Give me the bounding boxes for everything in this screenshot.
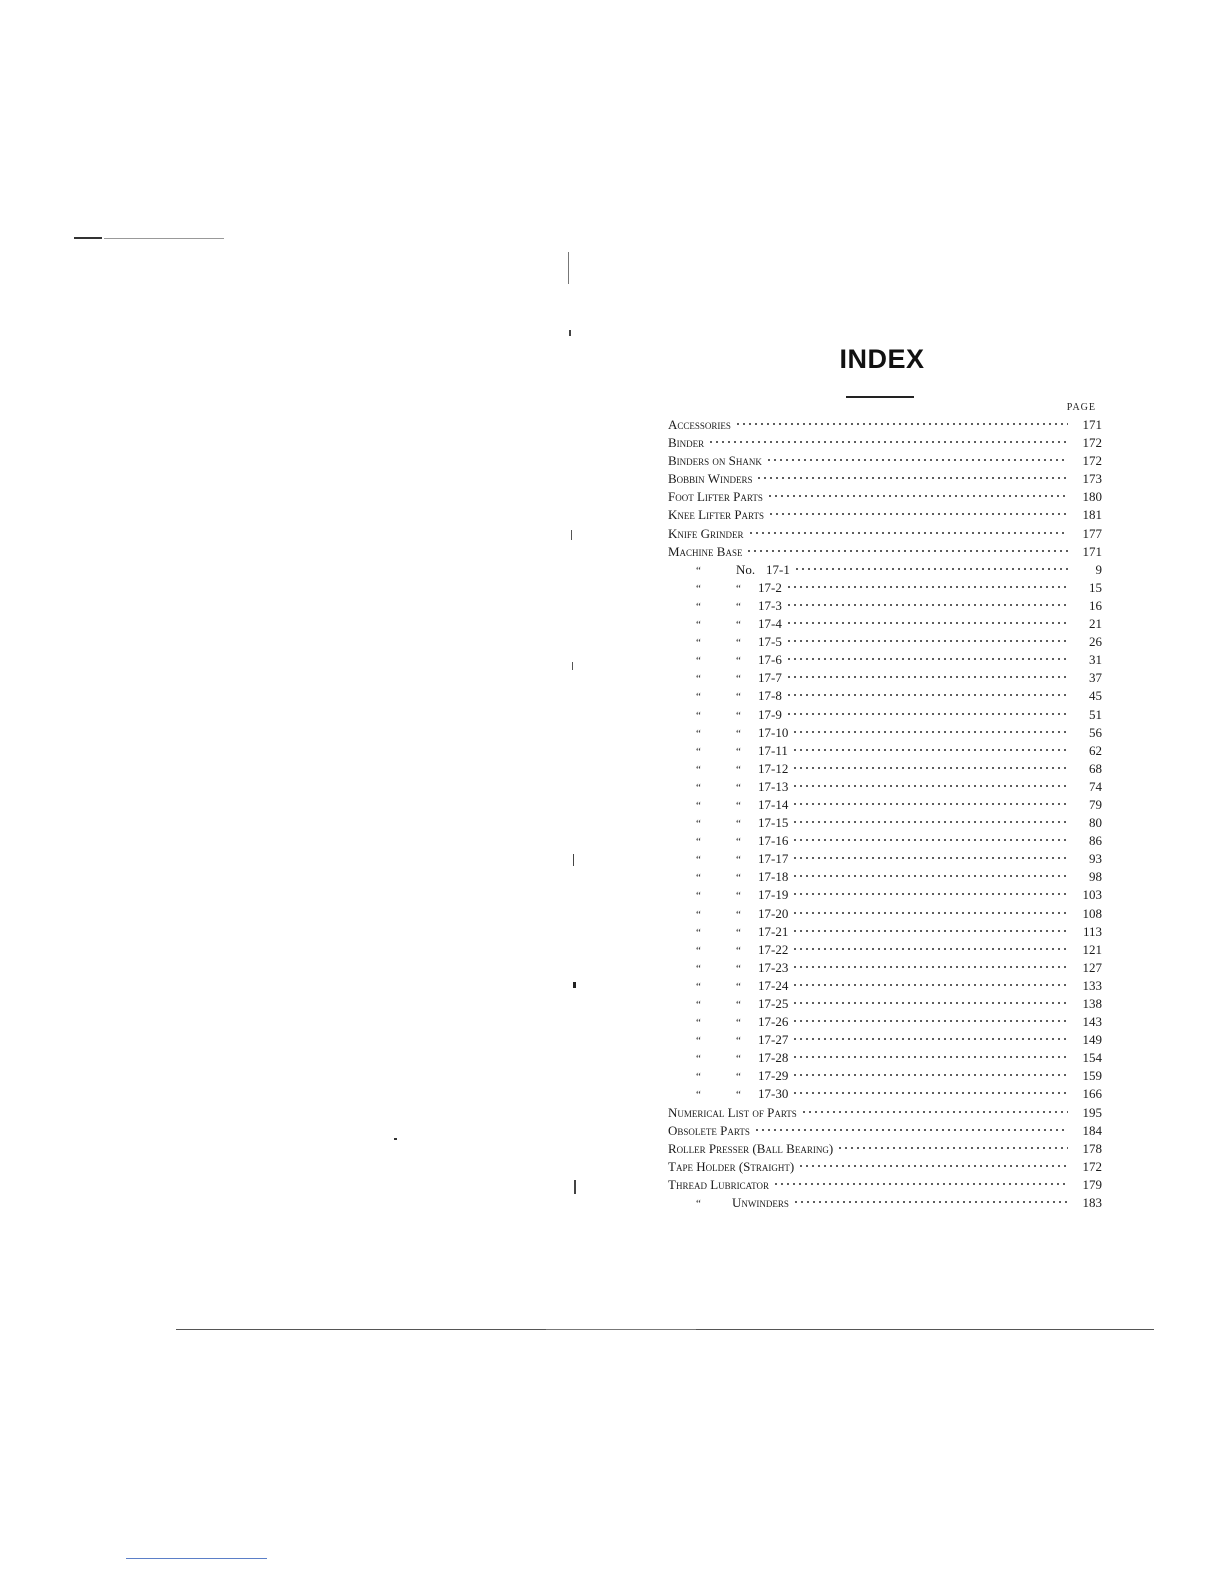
entry-page: 171 [1082, 417, 1102, 432]
entry-label: Binder [668, 435, 705, 451]
entry-page: 98 [1089, 869, 1102, 885]
index-entry [668, 416, 1102, 434]
ditto-mark: “ [696, 872, 701, 885]
ditto-mark: “ [736, 799, 741, 812]
entry-label: Binders on Shank [668, 453, 762, 469]
entry-page: 183 [1082, 1195, 1102, 1211]
ditto-mark: “ [696, 836, 701, 849]
model-entry [668, 597, 1102, 615]
entry-page: 133 [1082, 977, 1102, 993]
ditto-mark: “ [696, 655, 701, 668]
model-entry [668, 742, 1102, 760]
dot-leader [792, 838, 1068, 842]
index-entry [668, 1140, 1102, 1158]
ditto-mark: “ [736, 763, 741, 776]
ditto-mark: “ [736, 872, 741, 885]
model-number: 17-15 [758, 815, 789, 831]
model-entry [668, 868, 1102, 886]
model-entry [668, 760, 1102, 778]
dot-leader [766, 458, 1068, 462]
ditto-mark: “ [696, 727, 701, 740]
scan-artifact [104, 238, 224, 239]
scan-artifact [569, 330, 571, 336]
dot-leader [767, 494, 1068, 498]
entry-label: Foot Lifter Parts [668, 489, 763, 505]
ditto-mark: “ [696, 908, 701, 921]
index-entry [668, 434, 1102, 452]
model-number: 17-19 [758, 887, 789, 903]
ditto-mark: “ [736, 854, 741, 867]
ditto-mark: “ [696, 890, 701, 903]
dot-leader [792, 730, 1068, 734]
model-entry [668, 1049, 1102, 1067]
index-entry [668, 543, 1102, 561]
entry-page: 184 [1082, 1122, 1102, 1138]
model-number: 17-17 [758, 851, 789, 867]
entry-page: 166 [1082, 1086, 1102, 1102]
ditto-mark: “ [736, 926, 741, 939]
dot-leader [708, 440, 1068, 444]
entry-page: 159 [1082, 1068, 1102, 1084]
model-entry [668, 995, 1102, 1013]
ditto-mark: “ [736, 709, 741, 722]
model-entry [668, 850, 1102, 868]
entry-label: Obsolete Parts [668, 1122, 750, 1138]
dot-leader [792, 983, 1068, 987]
model-entry [668, 832, 1102, 850]
ditto-mark: “ [696, 600, 701, 613]
dot-leader [792, 802, 1068, 806]
dot-leader [786, 621, 1068, 625]
page-column-header: PAGE [1066, 402, 1096, 413]
model-number: 17-16 [758, 833, 789, 849]
dot-leader [786, 693, 1068, 697]
index-entry [668, 1158, 1102, 1176]
ditto-mark: “ [736, 1017, 741, 1030]
ditto-mark: “ [696, 962, 701, 975]
dot-leader [756, 476, 1068, 480]
dot-leader [792, 784, 1068, 788]
dot-leader [786, 603, 1068, 607]
blue-rule [126, 1558, 267, 1559]
model-number: 17-27 [758, 1032, 789, 1048]
index-entry [668, 488, 1102, 506]
dot-leader [786, 657, 1068, 661]
model-number: 17-2 [758, 579, 782, 595]
dot-leader [792, 1019, 1068, 1023]
dot-leader [773, 1182, 1068, 1186]
ditto-mark: “ [736, 600, 741, 613]
entry-label: Tape Holder (Straight) [668, 1158, 795, 1174]
model-entry [668, 724, 1102, 742]
ditto-mark: “ [696, 926, 701, 939]
model-entry [668, 814, 1102, 832]
entry-page: 56 [1089, 724, 1102, 740]
dot-leader [793, 1200, 1068, 1204]
entry-page: 21 [1089, 616, 1102, 632]
index-entry [668, 1194, 1102, 1212]
entry-page: 181 [1082, 507, 1102, 523]
page-edge-rule [696, 1329, 1154, 1330]
model-entry [668, 1031, 1102, 1049]
model-number: 17-1 [766, 561, 790, 577]
dot-leader [792, 1055, 1068, 1059]
ditto-mark: “ [736, 582, 741, 595]
ditto-mark: “ [696, 944, 701, 957]
model-entry [668, 687, 1102, 705]
model-number: 17-8 [758, 688, 782, 704]
entry-page: 9 [1095, 561, 1102, 577]
model-number: 17-4 [758, 616, 782, 632]
dot-leader [786, 585, 1068, 589]
dot-leader [801, 1110, 1068, 1114]
model-entry [668, 633, 1102, 651]
entry-label: Knife Grinder [668, 525, 744, 541]
model-number: 17-5 [758, 634, 782, 650]
dot-leader [792, 874, 1068, 878]
index-list [668, 416, 1102, 1212]
entry-label: Machine Base [668, 543, 743, 559]
model-entry [668, 706, 1102, 724]
model-entry [668, 651, 1102, 669]
scan-artifact [572, 662, 573, 670]
model-number: 17-23 [758, 959, 789, 975]
entry-label: Knee Lifter Parts [668, 507, 765, 523]
model-entry [668, 561, 1102, 579]
scan-artifact [394, 1138, 397, 1140]
model-entry [668, 959, 1102, 977]
entry-page: 172 [1082, 1158, 1102, 1174]
dot-leader [786, 639, 1068, 643]
dot-leader [792, 766, 1068, 770]
ditto-mark: “ [696, 799, 701, 812]
ditto-mark: “ [696, 818, 701, 831]
ditto-mark: “ [736, 890, 741, 903]
ditto-mark: “ [696, 637, 701, 650]
index-entry [668, 470, 1102, 488]
dot-leader [792, 947, 1068, 951]
model-number: 17-11 [758, 742, 788, 758]
ditto-mark: “ [696, 745, 701, 758]
model-number: 17-26 [758, 1014, 789, 1030]
model-entry [668, 1085, 1102, 1103]
dot-leader [754, 1128, 1068, 1132]
entry-label: Thread Lubricator [668, 1176, 769, 1192]
model-entry [668, 1067, 1102, 1085]
model-entry [668, 1013, 1102, 1031]
ditto-mark: “ [696, 1035, 701, 1048]
ditto-mark: “ [696, 1071, 701, 1084]
model-number: 17-13 [758, 778, 789, 794]
entry-page: 31 [1089, 652, 1102, 668]
index-entry [668, 1176, 1102, 1194]
ditto-mark: “ [696, 1089, 701, 1102]
ditto-mark: “ [696, 781, 701, 794]
model-number: 17-29 [758, 1068, 789, 1084]
entry-label: Bobbin Winders [668, 471, 753, 487]
ditto-mark: “ [696, 980, 701, 993]
dot-leader [794, 567, 1068, 571]
dot-leader [792, 1091, 1068, 1095]
entry-label: Roller Presser (Ball Bearing) [668, 1140, 834, 1156]
model-number: 17-18 [758, 869, 789, 885]
ditto-mark: “ [736, 655, 741, 668]
ditto-mark: “ [696, 999, 701, 1011]
ditto-mark: “ [736, 1035, 741, 1048]
entry-page: 149 [1082, 1032, 1102, 1048]
model-number: 17-7 [758, 670, 782, 686]
entry-page: 127 [1082, 959, 1102, 975]
entry-page: 180 [1082, 489, 1102, 505]
ditto-mark: “ [736, 781, 741, 794]
model-number: 17-6 [758, 652, 782, 668]
entry-page: 108 [1082, 905, 1102, 921]
entry-page: 79 [1089, 796, 1102, 812]
ditto-mark: “ [736, 908, 741, 921]
entry-page: 138 [1082, 996, 1102, 1011]
entry-label: Accessories [668, 417, 731, 432]
dot-leader [768, 512, 1068, 516]
scan-artifact [74, 237, 102, 239]
index-entry [668, 452, 1102, 470]
dot-leader [792, 820, 1068, 824]
entry-page: 86 [1089, 833, 1102, 849]
ditto-mark: “ [696, 709, 701, 722]
ditto-mark: “ [736, 1089, 741, 1102]
ditto-mark: “ [696, 691, 701, 704]
model-entry [668, 796, 1102, 814]
page-edge-rule [176, 1329, 546, 1330]
entry-label: Numerical List of Parts [668, 1104, 797, 1120]
ditto-mark: “ [696, 582, 701, 595]
dot-leader [792, 1073, 1068, 1077]
ditto-mark: “ [696, 1017, 701, 1030]
ditto-mark: “ [736, 673, 741, 686]
page-title: INDEX [839, 344, 925, 374]
dot-leader [792, 1001, 1068, 1005]
ditto-mark: “ [696, 673, 701, 686]
entry-label: Unwinders [732, 1195, 789, 1211]
scan-artifact [573, 854, 574, 866]
ditto-mark: “ [696, 619, 701, 632]
dot-leader [746, 549, 1068, 553]
ditto-mark: “ [736, 727, 741, 740]
model-number: 17-3 [758, 597, 782, 613]
ditto-mark: “ [736, 637, 741, 650]
model-entry [668, 905, 1102, 923]
model-number: 17-10 [758, 724, 789, 740]
entry-page: 171 [1082, 543, 1102, 559]
model-number: 17-21 [758, 923, 789, 939]
model-entry [668, 923, 1102, 941]
ditto-mark: “ [696, 1198, 701, 1211]
entry-page: 37 [1089, 670, 1102, 686]
model-number: 17-25 [758, 996, 789, 1011]
page-edge-rule [546, 1329, 696, 1330]
entry-page: 143 [1082, 1014, 1102, 1030]
entry-page: 172 [1082, 453, 1102, 469]
ditto-mark: “ [696, 763, 701, 776]
entry-page: 195 [1082, 1104, 1102, 1120]
ditto-mark: “ [736, 999, 741, 1011]
scan-artifact [568, 252, 569, 284]
index-entry [668, 1122, 1102, 1140]
ditto-mark: “ [736, 836, 741, 849]
ditto-mark: “ [736, 745, 741, 758]
dot-leader [792, 965, 1068, 969]
model-entry [668, 669, 1102, 687]
entry-page: 62 [1089, 742, 1102, 758]
entry-page: 178 [1082, 1140, 1102, 1156]
model-entry [668, 977, 1102, 995]
model-entry [668, 615, 1102, 633]
scan-artifact [571, 530, 572, 540]
entry-page: 80 [1089, 815, 1102, 831]
entry-page: 113 [1082, 923, 1102, 939]
title-rule [846, 396, 914, 398]
dot-leader [798, 1164, 1068, 1168]
entry-page: 26 [1089, 634, 1102, 650]
entry-page: 45 [1089, 688, 1102, 704]
ditto-mark: “ [736, 1071, 741, 1084]
ditto-mark: “ [736, 1053, 741, 1066]
index-entry [668, 506, 1102, 524]
model-number: 17-14 [758, 796, 789, 812]
entry-page: 177 [1082, 525, 1102, 541]
model-number: 17-28 [758, 1050, 789, 1066]
entry-page: 179 [1082, 1176, 1102, 1192]
entry-page: 121 [1082, 941, 1102, 957]
ditto-mark: “ [736, 962, 741, 975]
dot-leader [735, 422, 1068, 426]
model-entry [668, 941, 1102, 959]
dot-leader [792, 911, 1068, 915]
entry-page: 15 [1089, 579, 1102, 595]
dot-leader [748, 531, 1068, 535]
ditto-mark: “ [736, 980, 741, 993]
entry-page: 93 [1089, 851, 1102, 867]
dot-leader [792, 856, 1068, 860]
ditto-mark: “ [736, 619, 741, 632]
entry-page: 154 [1082, 1050, 1102, 1066]
model-number: 17-12 [758, 760, 789, 776]
ditto-mark: “ [736, 691, 741, 704]
model-entry [668, 778, 1102, 796]
ditto-mark: “ [736, 944, 741, 957]
entry-page: 68 [1089, 760, 1102, 776]
model-number: 17-24 [758, 977, 789, 993]
entry-page: 74 [1089, 778, 1102, 794]
ditto-mark: “ [736, 818, 741, 831]
index-entry [668, 525, 1102, 543]
model-entry [668, 886, 1102, 904]
model-entry [668, 579, 1102, 597]
scan-artifact [574, 1180, 576, 1194]
ditto-mark: “ [696, 854, 701, 867]
dot-leader [786, 712, 1068, 716]
entry-page: 173 [1082, 471, 1102, 487]
model-prefix: No. [736, 561, 756, 577]
dot-leader [792, 1037, 1068, 1041]
dot-leader [792, 748, 1068, 752]
dot-leader [786, 675, 1068, 679]
index-entry [668, 1104, 1102, 1122]
entry-page: 103 [1082, 887, 1102, 903]
model-number: 17-9 [758, 706, 782, 722]
model-number: 17-30 [758, 1086, 789, 1102]
model-number: 17-20 [758, 905, 789, 921]
scan-artifact [573, 982, 576, 988]
ditto-mark: “ [696, 564, 701, 577]
ditto-mark: “ [696, 1053, 701, 1066]
entry-page: 16 [1089, 597, 1102, 613]
dot-leader [792, 929, 1068, 933]
dot-leader [792, 892, 1068, 896]
entry-page: 172 [1082, 435, 1102, 451]
model-number: 17-22 [758, 941, 789, 957]
entry-page: 51 [1089, 706, 1102, 722]
dot-leader [837, 1146, 1068, 1150]
